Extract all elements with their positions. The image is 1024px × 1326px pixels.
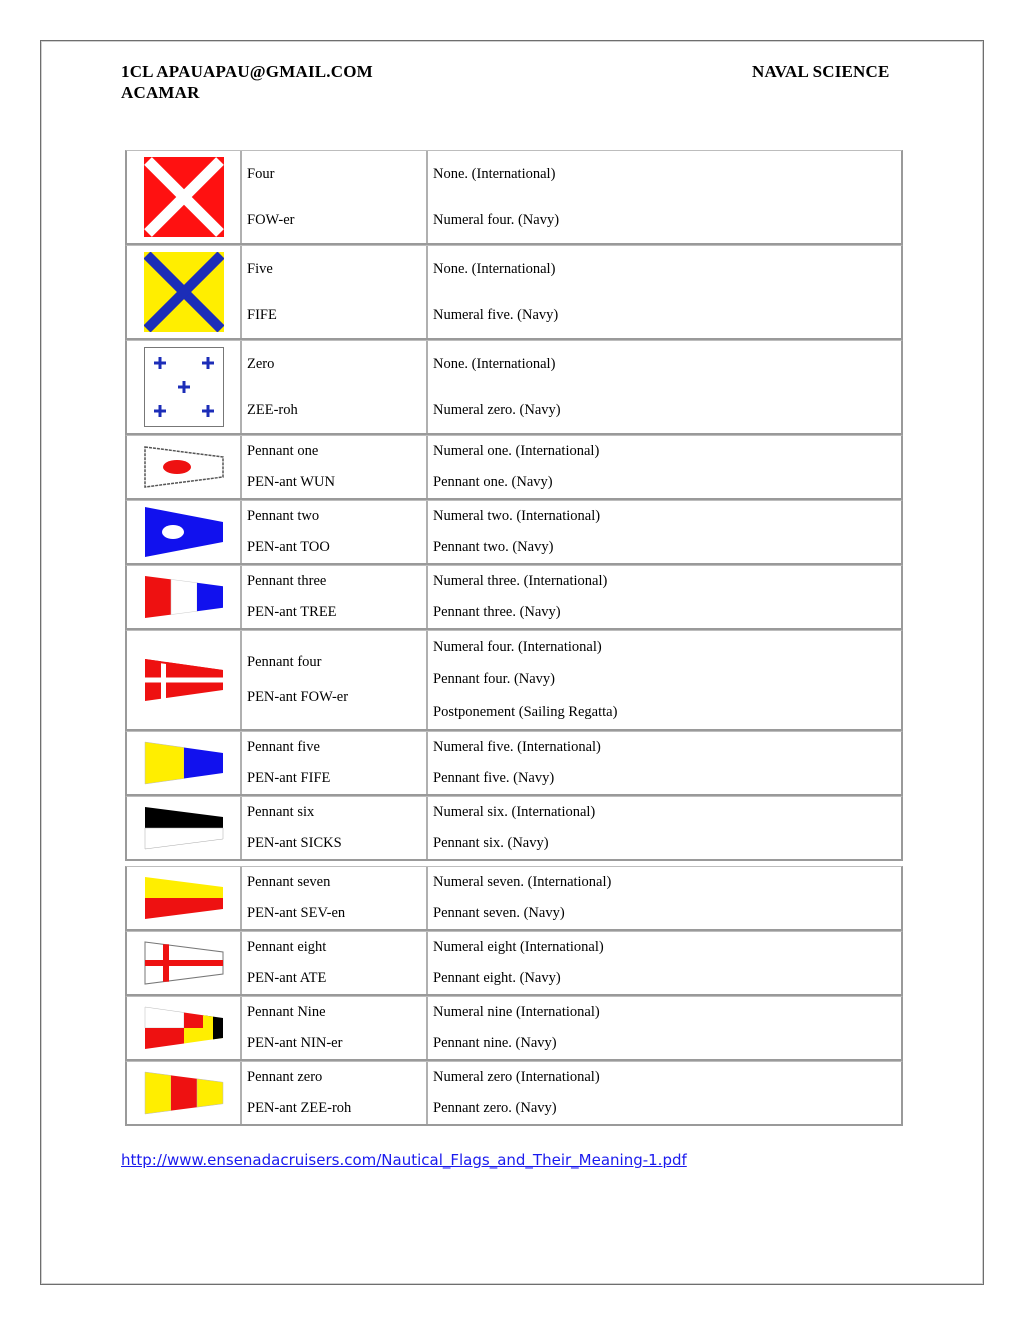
pennant-two-icon <box>143 505 225 559</box>
flag-cell <box>127 997 242 1059</box>
meaning-international: Numeral eight (International) <box>433 939 604 955</box>
flag-name: Pennant zero <box>247 1069 323 1085</box>
meaning-navy: Numeral five. (Navy) <box>433 306 559 323</box>
flag-name: Pennant six <box>247 804 315 820</box>
meaning-navy: Pennant nine. (Navy) <box>433 1035 557 1051</box>
meaning-international: Numeral one. (International) <box>433 443 600 459</box>
name-cell <box>242 631 428 729</box>
name-cell <box>242 797 428 859</box>
flag-name: Four <box>247 165 275 182</box>
pennant-one-icon <box>143 445 225 489</box>
name-cell <box>242 341 428 433</box>
meaning-international: Numeral six. (International) <box>433 804 596 820</box>
name-cell <box>242 997 428 1059</box>
meaning-cell <box>428 341 901 433</box>
table-row <box>125 1061 903 1126</box>
flag-cell <box>127 436 242 498</box>
meaning-navy: Pennant eight. (Navy) <box>433 970 561 986</box>
flag-pronunciation: PEN-ant ZEE-roh <box>247 1100 352 1116</box>
flag-name: Pennant two <box>247 508 320 524</box>
meaning-cell <box>428 1062 901 1124</box>
meaning-navy: Pennant seven. (Navy) <box>433 905 565 921</box>
meaning-international: Numeral four. (International) <box>433 638 602 655</box>
flag-pronunciation: PEN-ant TREE <box>247 604 337 620</box>
flag-cell <box>127 501 242 563</box>
header-school: ACAMAR <box>121 83 200 102</box>
pennant-nine-icon <box>143 1005 225 1051</box>
meaning-navy: Pennant four. (Navy) <box>433 671 556 688</box>
flag-pronunciation: PEN-ant SEV-en <box>247 905 346 921</box>
meaning-cell <box>428 932 901 994</box>
pennant-three-icon <box>143 574 225 620</box>
meaning-regatta: Postponement (Sailing Regatta) <box>433 704 618 721</box>
table-row <box>125 565 903 630</box>
meaning-navy: Pennant five. (Navy) <box>433 770 555 786</box>
table-row <box>125 340 903 435</box>
flag-pronunciation: PEN-ant ATE <box>247 970 327 986</box>
pennant-six-icon <box>143 805 225 851</box>
name-cell <box>242 1062 428 1124</box>
name-cell <box>242 151 428 243</box>
flag-name: Pennant one <box>247 443 319 459</box>
pennant-seven-icon <box>143 875 225 921</box>
flag-pronunciation: PEN-ant TOO <box>247 539 330 555</box>
name-cell <box>242 867 428 929</box>
meaning-cell <box>428 797 901 859</box>
meaning-international: None. (International) <box>433 260 556 277</box>
meaning-navy: Pennant six. (Navy) <box>433 835 549 851</box>
pennant-zero-icon <box>143 1070 225 1116</box>
flag-pronunciation: PEN-ant FIFE <box>247 770 331 786</box>
flag-cell <box>127 732 242 794</box>
meaning-navy: Numeral four. (Navy) <box>433 211 560 228</box>
name-cell <box>242 246 428 338</box>
meaning-cell <box>428 246 901 338</box>
meaning-international: Numeral two. (International) <box>433 508 601 524</box>
meaning-international: Numeral zero (International) <box>433 1069 600 1085</box>
meaning-international: Numeral three. (International) <box>433 573 608 589</box>
flag-name: Pennant four <box>247 654 322 670</box>
flag-name: Pennant three <box>247 573 327 589</box>
flag-cell <box>127 151 242 243</box>
table-row <box>125 866 903 931</box>
meaning-cell <box>428 867 901 929</box>
meaning-cell <box>428 436 901 498</box>
pennant-four-icon <box>143 657 225 703</box>
table-row <box>125 500 903 565</box>
flag-name: Pennant Nine <box>247 1004 326 1020</box>
meaning-navy: Numeral zero. (Navy) <box>433 401 561 418</box>
flag-name: Pennant eight <box>247 939 327 955</box>
flag-cell <box>127 246 242 338</box>
flag-name: Pennant seven <box>247 874 331 890</box>
meaning-navy: Pennant zero. (Navy) <box>433 1100 557 1116</box>
meaning-cell <box>428 631 901 729</box>
meaning-navy: Pennant two. (Navy) <box>433 539 554 555</box>
meaning-international: Numeral five. (International) <box>433 739 601 755</box>
flag-pronunciation: PEN-ant WUN <box>247 474 335 490</box>
meaning-cell <box>428 732 901 794</box>
flag-zero-icon <box>144 347 224 427</box>
name-cell <box>242 732 428 794</box>
table-row <box>125 931 903 996</box>
pennant-eight-icon <box>143 940 225 986</box>
flag-four-icon <box>144 157 224 237</box>
meaning-cell <box>428 151 901 243</box>
name-cell <box>242 501 428 563</box>
table-row <box>125 731 903 796</box>
flag-name: Pennant five <box>247 739 320 755</box>
flag-cell <box>127 867 242 929</box>
flag-name: Zero <box>247 355 275 372</box>
meaning-navy: Pennant one. (Navy) <box>433 474 553 490</box>
flags-table <box>125 150 903 1126</box>
flag-pronunciation: FIFE <box>247 306 277 323</box>
flag-cell <box>127 631 242 729</box>
table-row <box>125 245 903 340</box>
header-email: 1CL APAUAPAU@GMAIL.COM <box>121 62 373 81</box>
header-subject: NAVAL SCIENCE <box>752 62 890 81</box>
flag-pronunciation: ZEE-roh <box>247 401 298 418</box>
pennant-five-icon <box>143 740 225 786</box>
flag-name: Five <box>247 260 273 277</box>
flag-five-icon <box>144 252 224 332</box>
name-cell <box>242 436 428 498</box>
source-link[interactable]: http://www.ensenadacruisers.com/Nautical_Flags_and_Their_Meaning-1.pdf <box>121 1151 687 1169</box>
table-row <box>125 796 903 861</box>
flag-cell <box>127 566 242 628</box>
flag-pronunciation: FOW-er <box>247 211 295 228</box>
table-row <box>125 996 903 1061</box>
flag-cell <box>127 341 242 433</box>
meaning-cell <box>428 566 901 628</box>
table-row <box>125 630 903 731</box>
meaning-international: Numeral seven. (International) <box>433 874 612 890</box>
name-cell <box>242 566 428 628</box>
flag-pronunciation: PEN-ant FOW-er <box>247 689 349 705</box>
meaning-international: None. (International) <box>433 355 556 372</box>
meaning-international: None. (International) <box>433 165 556 182</box>
meaning-cell <box>428 501 901 563</box>
table-row <box>125 150 903 245</box>
flag-cell <box>127 797 242 859</box>
flag-pronunciation: PEN-ant NIN-er <box>247 1035 343 1051</box>
meaning-cell <box>428 997 901 1059</box>
flag-pronunciation: PEN-ant SICKS <box>247 835 342 851</box>
meaning-navy: Pennant three. (Navy) <box>433 604 561 620</box>
flag-cell <box>127 1062 242 1124</box>
flag-cell <box>127 932 242 994</box>
name-cell <box>242 932 428 994</box>
table-row <box>125 435 903 500</box>
meaning-international: Numeral nine (International) <box>433 1004 600 1020</box>
